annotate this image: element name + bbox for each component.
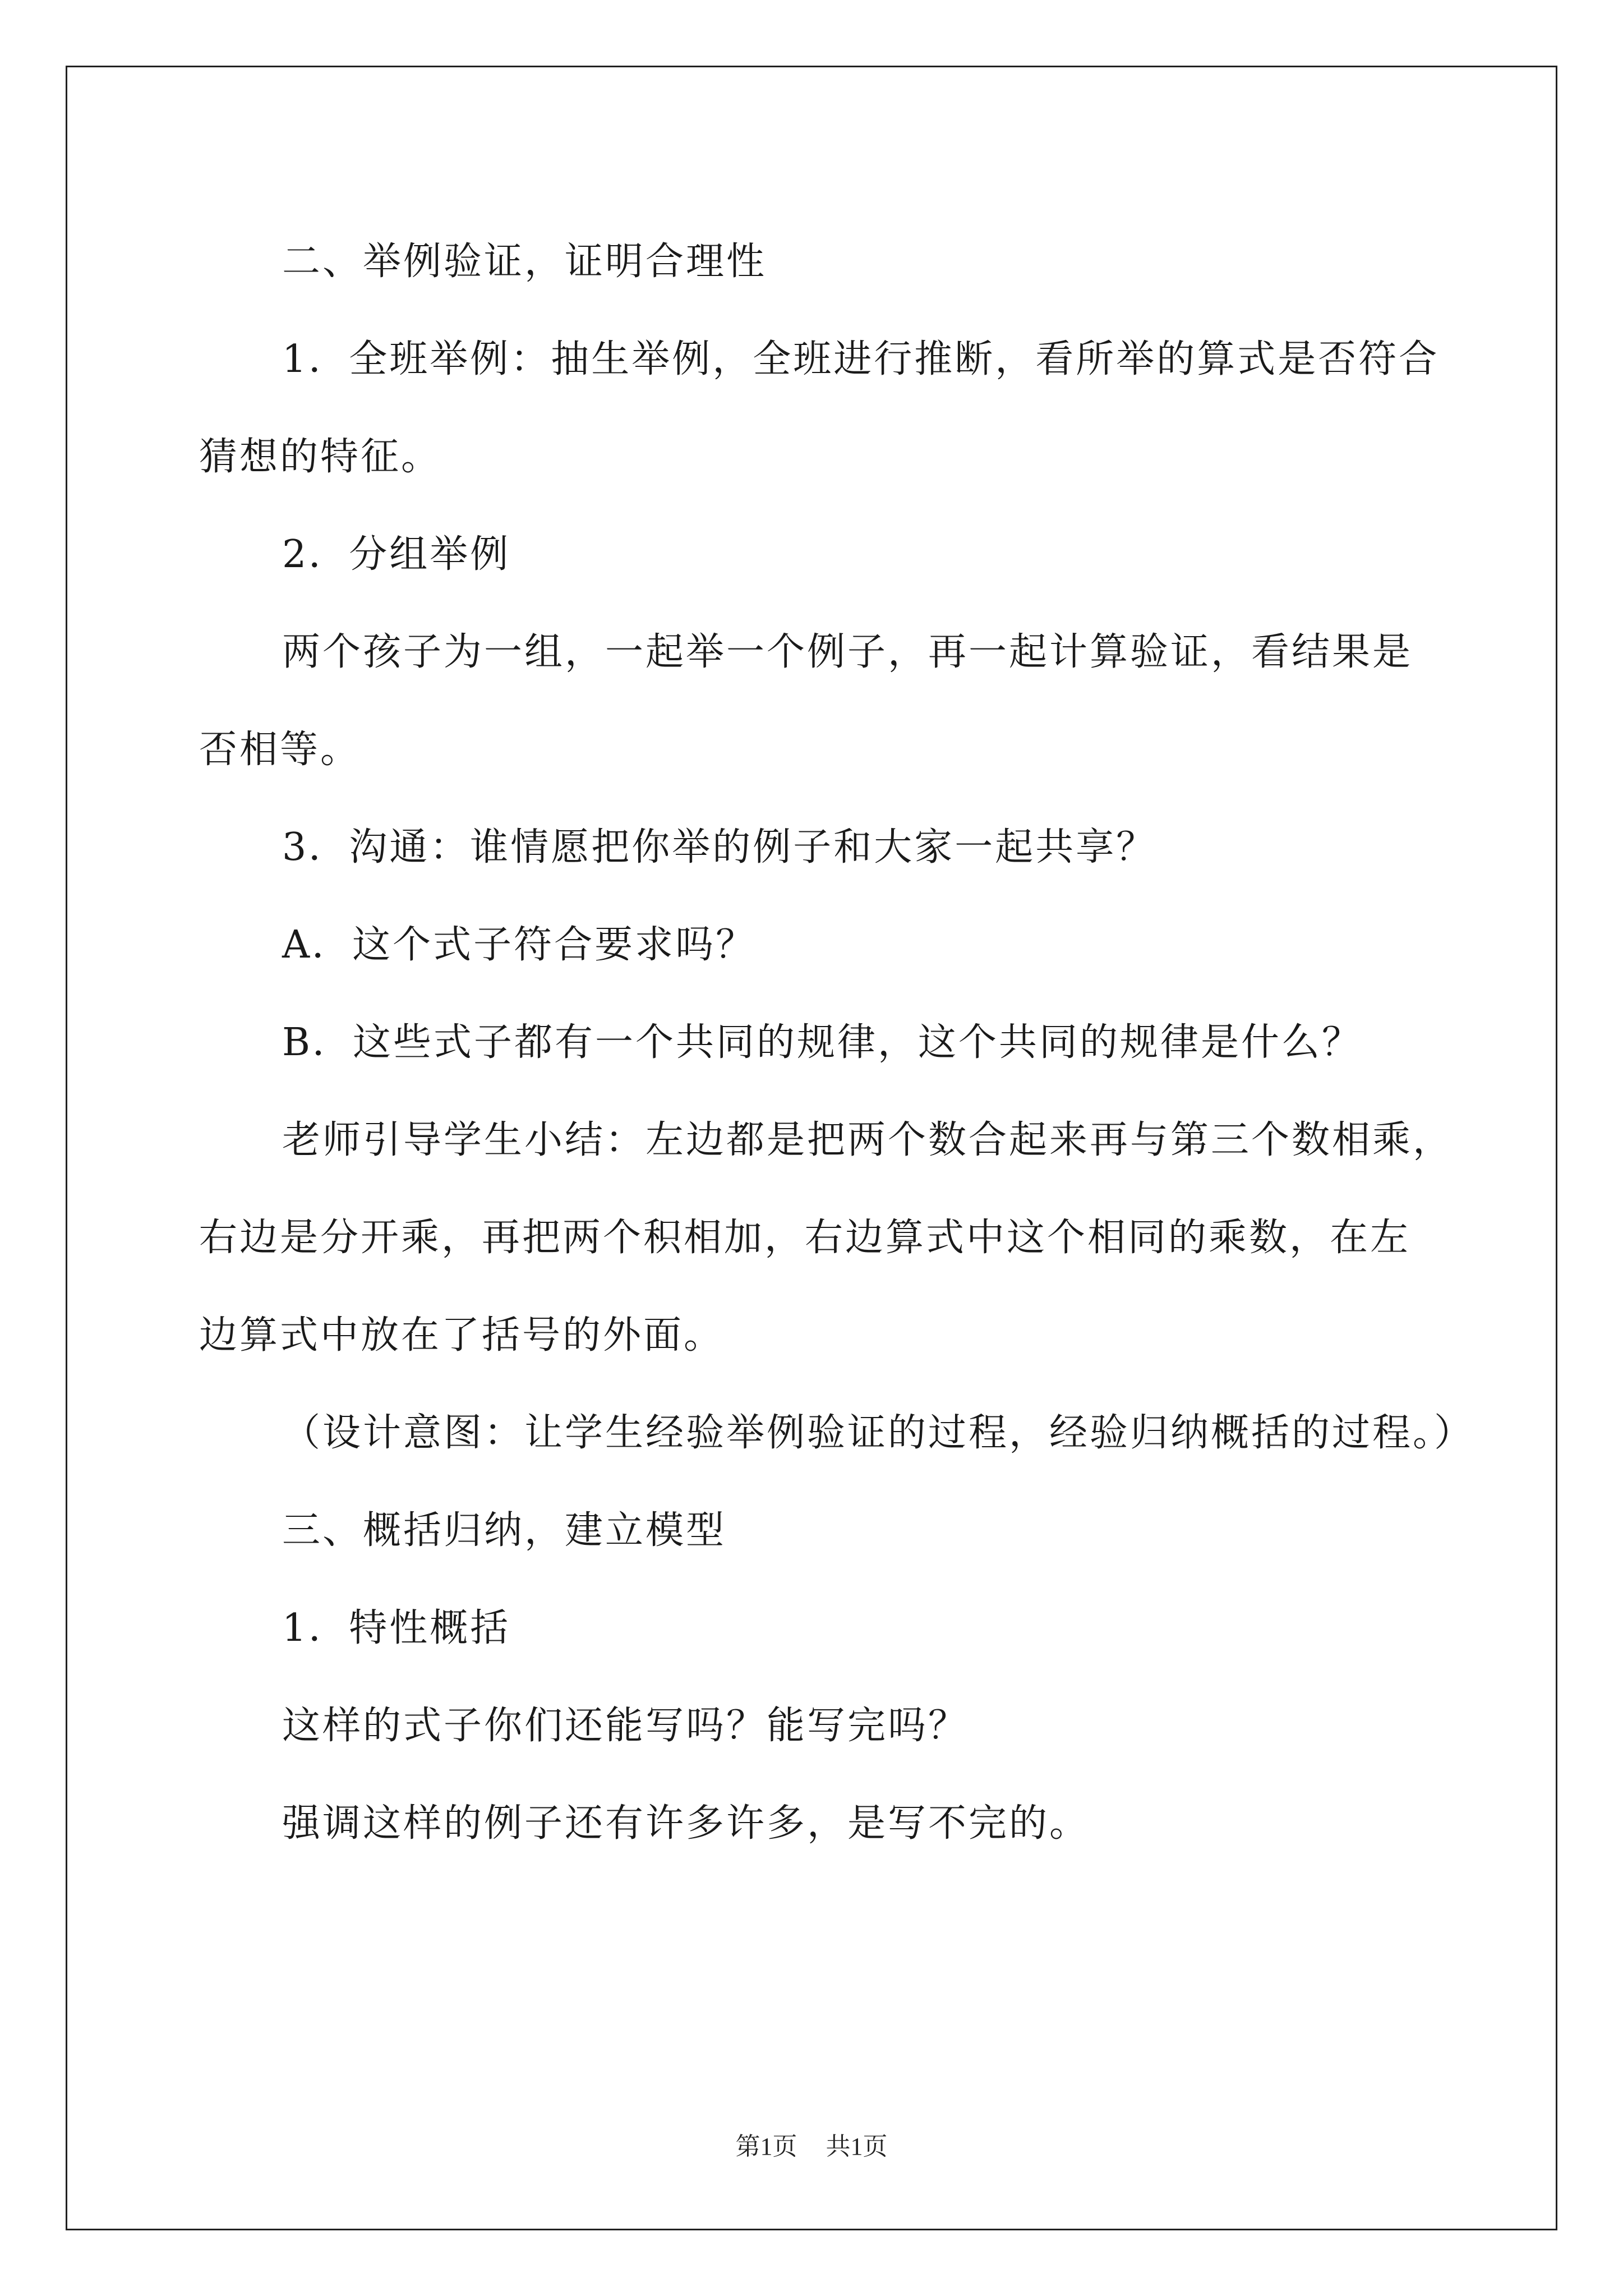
- paragraph: 3．沟通：谁情愿把你举的例子和大家一起共享？: [282, 825, 1157, 869]
- paragraph: B．这些式子都有一个共同的规律，这个共同的规律是什么？: [282, 1020, 1362, 1065]
- paragraph: 老师引导学生小结：左边都是把两个数合起来再与第三个数相乘，: [282, 1118, 1454, 1162]
- document-body: [199, 213, 1475, 1872]
- paragraph: 1．特性概括: [282, 1606, 511, 1650]
- page-number: 第1页: [735, 2133, 797, 2160]
- paragraph: 边算式中放在了括号的外面。: [199, 1313, 725, 1358]
- paragraph: 1．全班举例：抽生举例，全班进行推断，看所举的算式是否符合: [282, 337, 1440, 381]
- paragraph: 两个孩子为一组，一起举一个例子，再一起计算验证，看结果是: [282, 630, 1413, 674]
- page-footer: [0, 2126, 1623, 2162]
- paragraph: 否相等。: [199, 728, 361, 772]
- paragraph: A．这个式子符合要求吗？: [282, 923, 757, 967]
- paragraph: 右边是分开乘，再把两个积相加，右边算式中这个相同的乘数，在左: [199, 1216, 1411, 1260]
- page-total: 共1页: [826, 2133, 888, 2160]
- paragraph: 2．分组举例: [282, 532, 511, 577]
- paragraph: 强调这样的例子还有许多许多，是写不完的。: [282, 1801, 1090, 1846]
- paragraph: 二、举例验证，证明合理性: [282, 240, 767, 284]
- paragraph: 三、概括归纳，建立模型: [282, 1508, 727, 1553]
- paragraph: 这样的式子你们还能写吗？能写完吗？: [282, 1704, 969, 1748]
- paragraph: （设计意图：让学生经验举例验证的过程，经验归纳概括的过程。）: [282, 1411, 1475, 1455]
- paragraph: 猜想的特征。: [199, 435, 442, 479]
